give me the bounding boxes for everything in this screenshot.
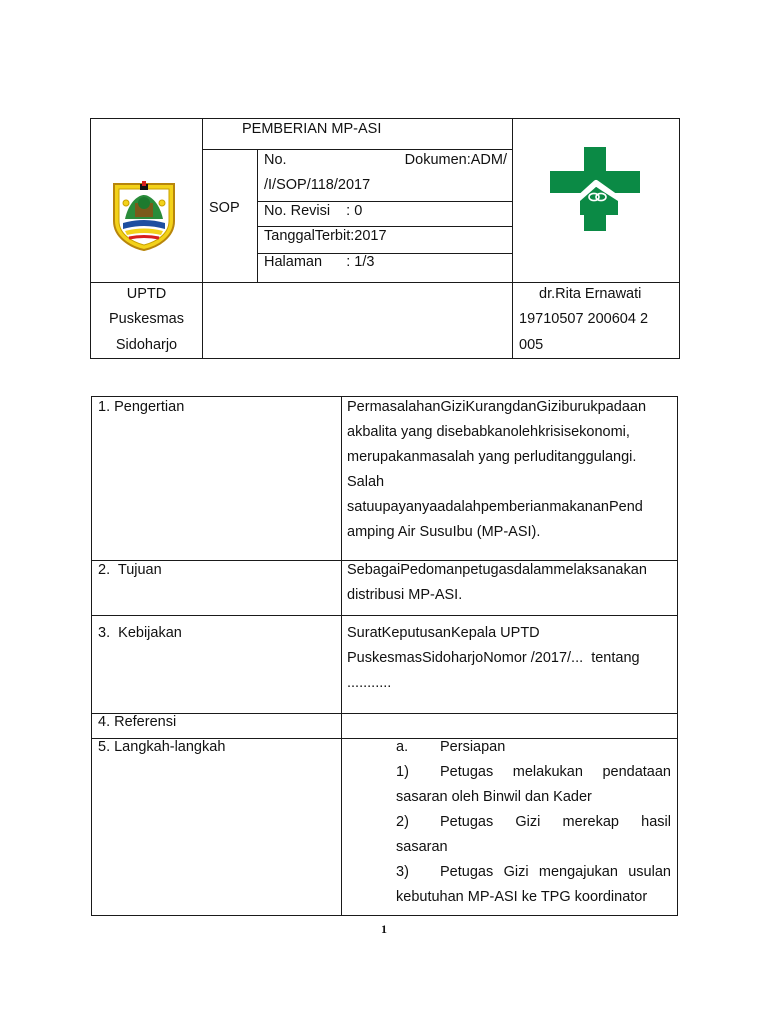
- document-number-cont: /I/SOP/118/2017: [264, 177, 371, 193]
- page-number: 1: [381, 922, 387, 936]
- section-label-tujuan: 2. Tujuan: [98, 562, 162, 578]
- revision-number: No. Revisi : 0: [264, 203, 363, 219]
- section-label-kebijakan: 3. Kebijakan: [98, 625, 182, 641]
- section-label-langkah: 5. Langkah-langkah: [98, 739, 226, 755]
- sop-content-table: [91, 396, 678, 916]
- step-text: Petugas Gizi mengajukan usulan: [440, 864, 671, 880]
- org-line-3: Sidoharjo: [115, 337, 178, 353]
- page-info: Halaman : 1/3: [264, 254, 375, 270]
- regency-emblem-icon: [111, 181, 177, 251]
- pengertian-line: amping Air SusuIbu (MP-ASI).: [347, 524, 541, 540]
- step-marker: 1): [396, 764, 409, 780]
- section-label-pengertian: 1. Pengertian: [98, 399, 185, 415]
- section-label-referensi: 4. Referensi: [98, 714, 177, 730]
- sop-header-table: [90, 118, 680, 359]
- pengertian-line: akbalita yang disebabkanolehkrisisekonomi,: [347, 424, 630, 440]
- issue-date: TanggalTerbit:2017: [264, 228, 387, 244]
- step-marker: a.: [396, 739, 409, 755]
- pengertian-line: satuupayanyaadalahpemberianmakananPend: [347, 499, 643, 515]
- signer-nip: 19710507 200604 2: [519, 311, 649, 327]
- signer-name: dr.Rita Ernawati: [539, 286, 642, 302]
- pengertian-line: merupakanmasalah yang perluditanggulangi.: [347, 449, 637, 465]
- step-text: Petugas melakukan pendataan: [440, 764, 671, 780]
- step-text: Petugas Gizi merekap hasil: [440, 814, 671, 830]
- step-marker: 3): [396, 864, 409, 880]
- puskesmas-logo-icon: [544, 141, 648, 237]
- step-text-cont: kebutuhan MP-ASI ke TPG koordinator: [396, 889, 648, 905]
- signer-nip-cont: 005: [519, 337, 544, 353]
- step-text-cont: sasaran oleh Binwil dan Kader: [396, 789, 592, 805]
- document-number: No. Dokumen:ADM/: [264, 152, 507, 168]
- step-marker: 2): [396, 814, 409, 830]
- sop-title: PEMBERIAN MP-ASI: [242, 121, 382, 137]
- pengertian-line: PermasalahanGiziKurangdanGiziburukpadaan: [347, 399, 647, 415]
- org-line-1: UPTD: [126, 286, 167, 302]
- kebijakan-line: PuskesmasSidoharjoNomor /2017/... tentang: [347, 650, 640, 666]
- tujuan-line: distribusi MP-ASI.: [347, 587, 463, 603]
- kebijakan-line: ...........: [347, 675, 392, 691]
- tujuan-line: SebagaiPedomanpetugasdalammelaksanakan: [347, 562, 647, 578]
- step-text: Persiapan: [440, 739, 506, 755]
- step-text-cont: sasaran: [396, 839, 448, 855]
- pengertian-line: Salah: [347, 474, 385, 490]
- org-line-2: Puskesmas: [109, 311, 184, 327]
- sop-label: SOP: [209, 200, 240, 216]
- kebijakan-line: SuratKeputusanKepala UPTD: [347, 625, 540, 641]
